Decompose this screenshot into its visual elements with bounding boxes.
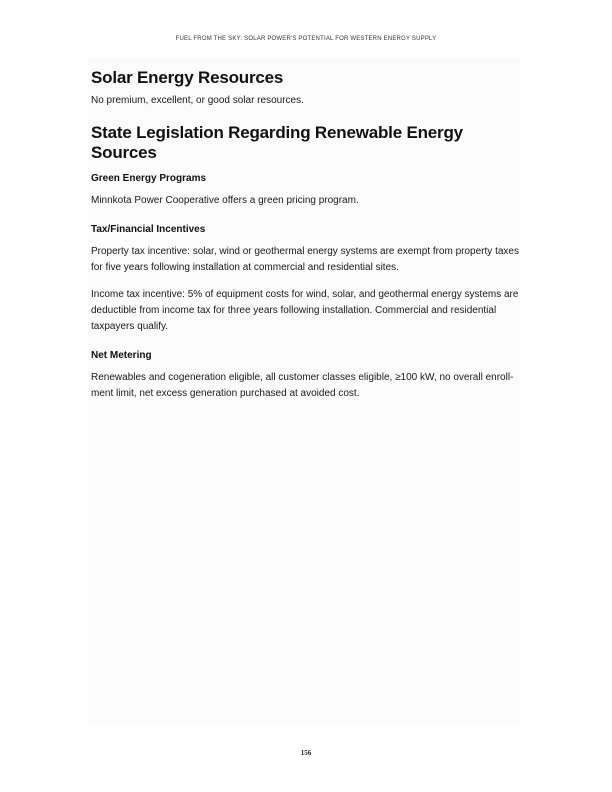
net-metering-text: Renewables and cogeneration eligible, all customer classes eligible, ≥100 kW, no overall enroll-ment limit, net excess generation purchased at avoided cost. xyxy=(91,372,514,399)
property-tax-text: Property tax incentive: solar, wind or geothermal energy systems are exempt from property taxes for five years following installation at commercial and residential sites. xyxy=(91,246,519,273)
section-title-legislation: State Legislation Regarding Renewable Energy Sources xyxy=(91,123,463,162)
running-header: FUEL FROM THE SKY: SOLAR POWER'S POTENTIAL FOR WESTERN ENERGY SUPPLY xyxy=(175,36,437,42)
green-energy-text: Minnkota Power Cooperative offers a green pricing program. xyxy=(91,195,359,206)
subheading-net-metering: Net Metering xyxy=(91,350,152,361)
subheading-tax-incentives: Tax/Financial Incentives xyxy=(91,224,206,235)
solar-resources-text: No premium, excellent, or good solar resources. xyxy=(91,95,304,106)
income-tax-text: Income tax incentive: 5% of equipment costs for wind, solar, and geothermal energy systems are deductible from income tax for three years following installation. Commercial and residential taxpayers qualify. xyxy=(91,289,519,332)
page-content xyxy=(91,68,521,402)
section-title-solar-resources: Solar Energy Resources xyxy=(91,68,284,87)
page-number: 156 xyxy=(300,749,312,757)
subheading-green-energy: Green Energy Programs xyxy=(91,173,207,184)
